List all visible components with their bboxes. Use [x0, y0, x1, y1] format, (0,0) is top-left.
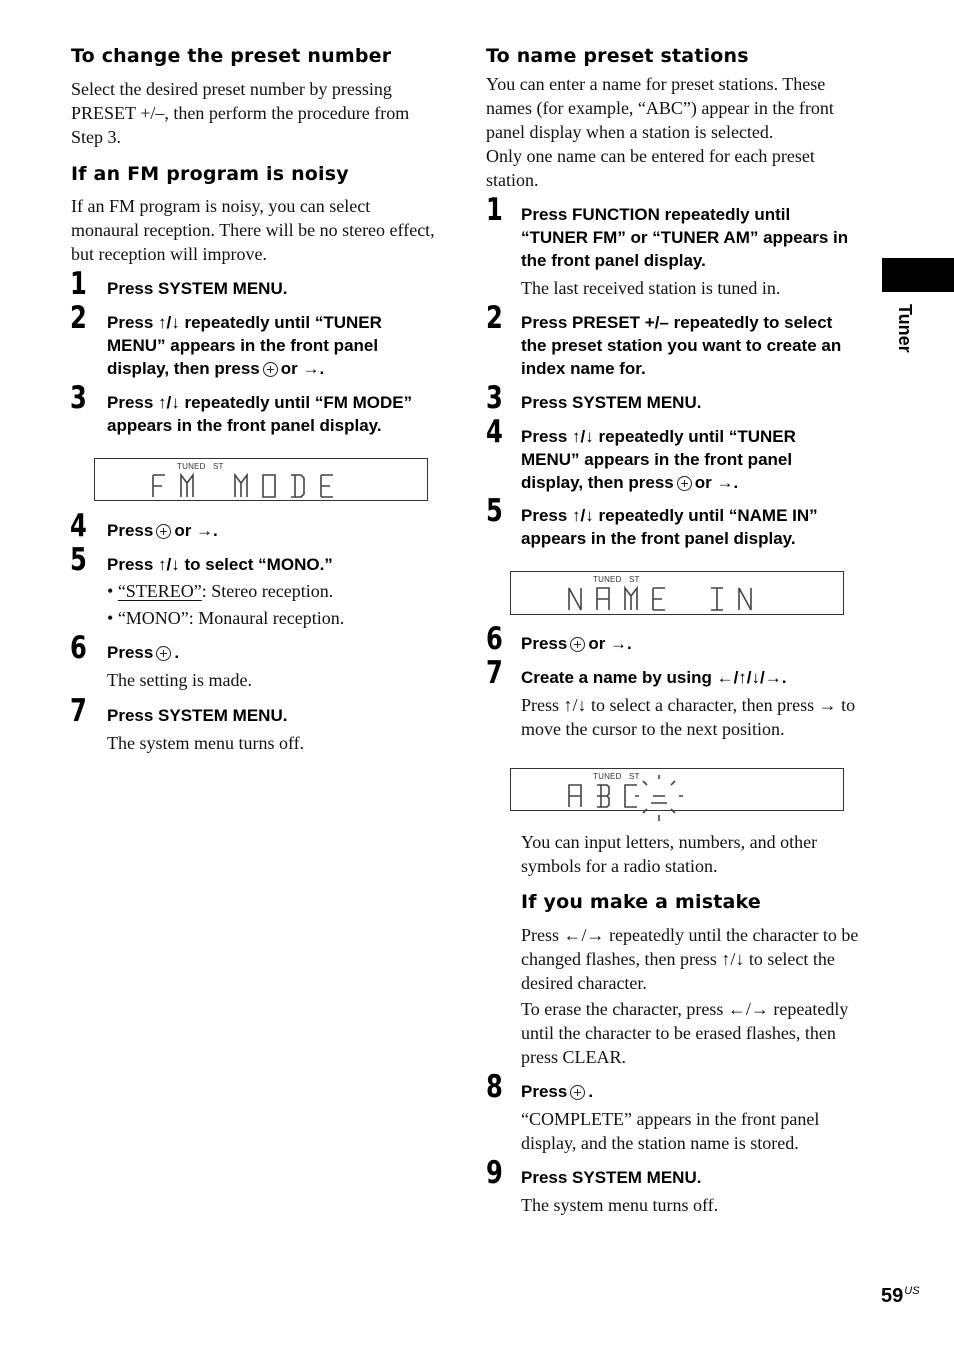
segment-text-abc: [511, 769, 845, 829]
step-text-pre: Press: [107, 521, 154, 540]
step-note: The setting is made.: [107, 670, 252, 690]
step-number: 2: [486, 300, 503, 336]
front-panel-display-fm-mode: [94, 458, 428, 501]
step-note: The system menu turns off.: [107, 733, 305, 753]
step-text-post: or →.: [280, 359, 325, 378]
step-text: [107, 311, 427, 380]
name-preset-intro: You can enter a name for preset stations. These names (for example, “ABC”) appear in the front panel display when a station is selected.: [486, 74, 834, 142]
step-note: “COMPLETE” appears in the front panel display, and the station name is stored.: [521, 1109, 820, 1153]
step-note: You can input letters, numbers, and other symbols for a radio station.: [521, 832, 818, 876]
step-text: Create a name by using ←/↑/↓/→.: [521, 668, 787, 687]
step-number: 2: [70, 300, 87, 336]
section-title-fm-noisy: If an FM program is noisy: [71, 163, 349, 185]
bullet-stereo: • “STEREO”: Stereo reception.: [107, 581, 334, 601]
enter-button-icon: [156, 524, 171, 539]
st-indicator: ST: [213, 462, 224, 471]
step-number: 4: [486, 414, 503, 450]
step-text-post: .: [588, 1082, 594, 1101]
tuned-indicator: TUNED: [177, 462, 206, 471]
step-number: 6: [486, 621, 503, 657]
step-text: [521, 1080, 841, 1103]
step-text: Press PRESET +/– repeatedly to select the preset station you want to create an index name for.: [521, 313, 842, 378]
step-text-post: or →.: [694, 473, 739, 492]
step-number: 1: [486, 192, 503, 228]
fm-noisy-text: If an FM program is noisy, you can select monaural reception. There will be no stereo effect, but reception will improve.: [71, 196, 435, 264]
front-panel-display-name-in: [510, 571, 844, 615]
enter-button-icon: [677, 476, 692, 491]
tuned-indicator: TUNED: [593, 772, 622, 781]
step-text-pre: Press ↑/↓ repeatedly until “TUNER MENU” appears in the front panel display, then press: [107, 313, 382, 378]
page-number-value: 59: [881, 1285, 904, 1307]
step-note: The system menu turns off.: [521, 1195, 719, 1215]
section-title-name-preset: To name preset stations: [486, 45, 749, 67]
mistake-text-2: To erase the character, press ←/→ repeatedly until the character to be erased flashes, then press CLEAR.: [521, 999, 849, 1067]
enter-button-icon: [570, 1085, 585, 1100]
step-number: 4: [70, 508, 87, 544]
step-text: Press SYSTEM MENU.: [521, 1168, 702, 1187]
step-text-pre: Press: [107, 643, 154, 662]
bullet-text: “MONO”: Monaural reception.: [117, 608, 345, 628]
st-indicator: ST: [629, 772, 640, 781]
step-number: 5: [70, 542, 87, 578]
step-text-post: .: [174, 643, 180, 662]
step-text: Press ↑/↓ to select “MONO.”: [107, 555, 333, 574]
segment-text-fm-mode: [95, 459, 429, 502]
step-text-pre: Press: [521, 634, 568, 653]
step-number: 9: [486, 1155, 503, 1191]
step-text: [521, 632, 841, 655]
step-number: 3: [486, 380, 503, 416]
step-number: 5: [486, 493, 503, 529]
bullet-rest: : Stereo reception.: [201, 581, 334, 601]
step-text: [107, 641, 427, 664]
side-tab-label: Tuner: [895, 304, 915, 353]
step-number: 1: [70, 266, 87, 302]
section-title-mistake: If you make a mistake: [521, 891, 761, 913]
step-text: Press SYSTEM MENU.: [521, 393, 702, 412]
page-number-suffix: US: [904, 1285, 920, 1297]
section-title-change-preset: To change the preset number: [71, 45, 392, 67]
bullet-term: “STEREO”: [117, 581, 202, 601]
step-text: Press SYSTEM MENU.: [107, 706, 288, 725]
tuned-indicator: TUNED: [593, 575, 622, 584]
step-number: 3: [70, 380, 87, 416]
step-text: [107, 519, 427, 542]
enter-button-icon: [156, 646, 171, 661]
step-text: Press SYSTEM MENU.: [107, 279, 288, 298]
step-text-pre: Press ↑/↓ repeatedly until “TUNER MENU” appears in the front panel display, then press: [521, 427, 796, 492]
step-number: 8: [486, 1069, 503, 1105]
step-number: 7: [486, 655, 503, 691]
step-text-pre: Press: [521, 1082, 568, 1101]
step-text-post: or →.: [174, 521, 218, 540]
step-text: Press FUNCTION repeatedly until “TUNER FM” or “TUNER AM” appears in the front panel display.: [521, 205, 849, 270]
step-text: Press ↑/↓ repeatedly until “FM MODE” appears in the front panel display.: [107, 393, 413, 435]
step-note: The last received station is tuned in.: [521, 278, 781, 298]
change-preset-text: Select the desired preset number by pressing PRESET +/–, then perform the procedure from Step 3.: [71, 79, 410, 147]
bullet-mono: • “MONO”: Monaural reception.: [107, 608, 345, 628]
section-tab-marker: [882, 258, 954, 292]
step-number: 6: [70, 630, 87, 666]
step-text-post: or →.: [588, 634, 632, 653]
step-text: [521, 425, 841, 494]
segment-text-name-in: [511, 572, 845, 616]
st-indicator: ST: [629, 575, 640, 584]
enter-button-icon: [263, 362, 278, 377]
front-panel-display-abc: [510, 768, 844, 811]
step-text: Press ↑/↓ repeatedly until “NAME IN” appears in the front panel display.: [521, 506, 818, 548]
mistake-text-1: Press ←/→ repeatedly until the character to be changed flashes, then press ↑/↓ to select the desired character.: [521, 925, 859, 993]
enter-button-icon: [570, 637, 585, 652]
name-preset-intro2: Only one name can be entered for each preset station.: [486, 146, 815, 190]
step-number: 7: [70, 693, 87, 729]
step-note: Press ↑/↓ to select a character, then press → to move the cursor to the next position.: [521, 695, 856, 739]
page-number: [881, 1285, 920, 1308]
